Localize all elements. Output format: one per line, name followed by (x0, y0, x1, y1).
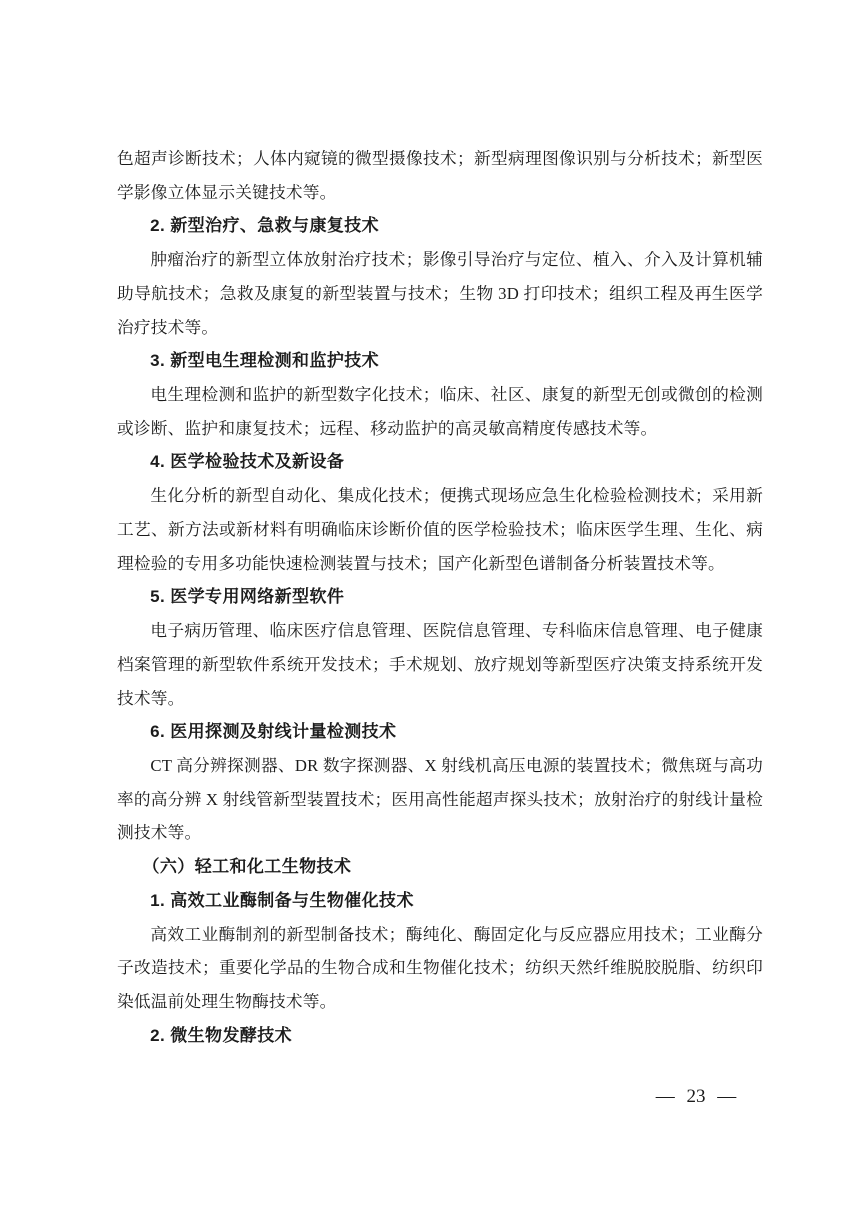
body-text-line: 技术等。 (117, 688, 185, 708)
body-text-line: 色超声诊断技术；人体内窥镜的微型摄像技术；新型病理图像识别与分析技术；新型医 (117, 149, 763, 168)
numbered-heading: 2. 新型治疗、急救与康复技术 (150, 216, 380, 236)
body-text-line: 电生理检测和监护的新型数字化技术；临床、社区、康复的新型无创或微创的检测 (150, 385, 763, 405)
body-text-line: 高效工业酶制剂的新型制备技术；酶纯化、酶固定化与反应器应用技术；工业酶分 (150, 924, 763, 944)
numbered-heading: 2. 微生物发酵技术 (150, 1025, 293, 1045)
body-text-line: 或诊断、监护和康复技术；远程、移动监护的高灵敏高精度传感技术等。 (117, 418, 658, 438)
body-text-line: 染低温前处理生物酶技术等。 (117, 991, 337, 1011)
section-heading: （六）轻工和化工生物技术 (142, 857, 352, 877)
numbered-heading: 1. 高效工业酶制备与生物催化技术 (150, 890, 414, 910)
document-body (117, 142, 763, 1052)
numbered-heading: 5. 医学专用网络新型软件 (150, 587, 345, 607)
body-text-line: CT 高分辨探测器、DR 数字探测器、X 射线机高压电源的装置技术；微焦斑与高功 (150, 755, 763, 775)
numbered-heading: 6. 医用探测及射线计量检测技术 (150, 722, 397, 742)
body-text-line: 子改造技术；重要化学品的生物合成和生物催化技术；纺织天然纤维脱胶脱脂、纺织印 (117, 958, 763, 978)
page-number: — 23 — (655, 1086, 737, 1107)
body-text-line: 生化分析的新型自动化、集成化技术；便携式现场应急生化检验检测技术；采用新 (150, 486, 763, 506)
numbered-heading: 3. 新型电生理检测和监护技术 (150, 351, 380, 371)
body-text-line: 治疗技术等。 (117, 317, 219, 337)
body-text-line: 助导航技术；急救及康复的新型装置与技术；生物 3D 打印技术；组织工程及再生医学 (117, 283, 763, 303)
body-text-line: 率的高分辨 X 射线管新型装置技术；医用高性能超声探头技术；放射治疗的射线计量检 (117, 789, 763, 809)
body-text-line: 肿瘤治疗的新型立体放射治疗技术；影像引导治疗与定位、植入、介入及计算机辅 (150, 250, 763, 270)
body-text-line: 档案管理的新型软件系统开发技术；手术规划、放疗规划等新型医疗决策支持系统开发 (117, 654, 763, 674)
body-text-line: 学影像立体显示关键技术等。 (117, 182, 337, 202)
numbered-heading: 4. 医学检验技术及新设备 (150, 452, 345, 472)
body-text-line: 工艺、新方法或新材料有明确临床诊断价值的医学检验技术；临床医学生理、生化、病 (117, 519, 763, 539)
body-text-line: 测技术等。 (117, 823, 202, 843)
body-text-line: 电子病历管理、临床医疗信息管理、医院信息管理、专科临床信息管理、电子健康 (150, 621, 763, 641)
body-text-line: 理检验的专用多功能快速检测装置与技术；国产化新型色谱制备分析装置技术等。 (117, 553, 725, 573)
